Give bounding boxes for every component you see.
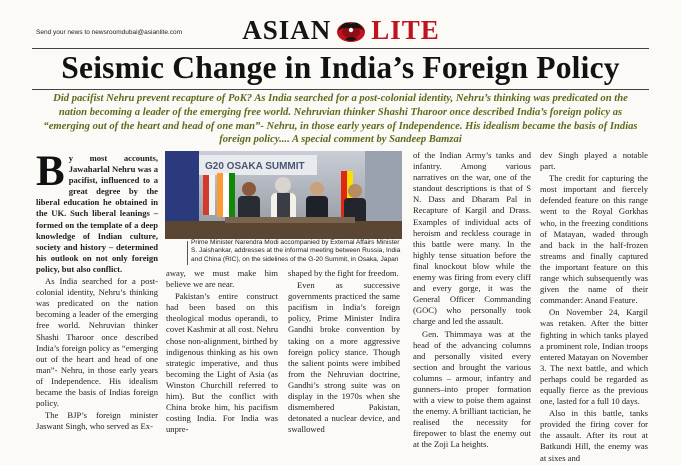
- peacock-emblem-icon: [334, 15, 368, 45]
- body-paragraph: As India searched for a post-colonial identity, Nehru’s thinking was predicated on the nation becoming a leader of the emerging free world. Nehruvian thinker Shashi Tharoor once described India’s foreign policy as “emerging out of the heart and head of one man”- Nehru, in those early years of Independence. His idealism became the basis of Indias foreign policy.: [36, 276, 158, 409]
- article-deck: Did pacifist Nehru prevent recapture of PoK? As India searched for a post-colonial identity, Nehru’s thinking was predicated on the nation becoming a leader of the emerging free world. Nehruvian thinker Shashi Tharoor once described India’s foreign policy as “emerging out of the heart and head of one man”- Nehru, in those early years of Independence. His idealism became the basis of Indias foreign policy.... A special comment by Sandeep Bamzai: [43, 93, 638, 146]
- lead-text: y most accounts, Jawaharlal Nehru was a pacifist, influenced to a great degree by the liberal education he obtained in the UK. Such liberal leanings – formed on the template of a deep knowledge of Indian culture, society and history – determined his outlook on not only foreign policy, but also conflict.: [36, 153, 158, 274]
- photo-caption: Prime Minister Narendra Modi accompanied by External Affairs Minister S. Jaishankar, addresses at the informal meeting between Russia, India and China (RIC), on the sidelines of the G-20 Summit, in Osaka, Japan: [191, 239, 401, 263]
- article-column-5: [540, 150, 648, 465]
- article-column-4: [413, 150, 531, 452]
- body-paragraph: On November 24, Kargil was retaken. After the bitter fighting in which tanks played a prominent role, Indian troops entered Matayan on November 3. The next battle, and which perhaps could be regarded as equally fierce as the previous one, lasted for a full 10 days.: [540, 307, 648, 407]
- newsroom-contact-line: Send your news to newsroomdubai@asianlite.com: [36, 29, 183, 36]
- body-paragraph: Even as successive governments practiced the same pacifism in India’s foreign policy, Prime Minister Indira Gandhi broke convention by taking on a more aggressive foreign policy stance. Though the salient points were imbibed from the Nehruvian doctrine, Gandhi’s strong suite was on display in the 1970s when she dismembered Pakistan, detonated a nuclear device, and swallowed: [288, 280, 400, 435]
- body-paragraph: Gen. Thimmaya was at the head of the advancing columns and personally visited every section and brought the various columns – armour, infantry and gunners–into proper formation with a view to poise them against the enemy. A brilliant tactician, he realised the necessity for firepower to blast the enemy out at the Zoji La heights.: [413, 328, 531, 450]
- body-paragraph: dev Singh played a notable part.: [540, 150, 648, 172]
- summit-banner-text: G20 OSAKA SUMMIT: [205, 161, 305, 172]
- caption-rule: [187, 241, 188, 265]
- masthead-rule: [32, 48, 649, 49]
- lead-paragraph: [36, 148, 158, 275]
- masthead-word-lite: LITE: [371, 14, 440, 45]
- article-headline: Seismic Change in India’s Foreign Policy: [61, 50, 620, 85]
- body-paragraph: of the Indian Army’s tanks and infantry. Among various narratives on the war, one of the standout descriptions is that of S N. Dass and Dharam Pal in Recapture of Kargil and Drass. Examples of individual acts of heroism and reckless courage in this battle were many. In the highly tense situation before the final knockout blow while the enemy was firing from every cliff and every gorge, it was the General Officer Commanding (GOC) who personally took charge and led the assault.: [413, 150, 531, 327]
- article-photo: [165, 151, 402, 239]
- body-paragraph: Pakistan’s entire construct had been based on this theological modus operandi, to covet Kashmir at all cost. Nehru chose non-alignment, birthed by indigenous thinking as his own strategic imperative, and thus becoming the Light of Asia (as Winston Churchill referred to him). But the conflict with China broke him, his pacifism costing India. For India was unpre-: [166, 291, 278, 435]
- body-paragraph: Also in this battle, tanks provided the firing cover for the assault. After its rout at Batkundi Hill, the enemy was at sixes and: [540, 408, 648, 463]
- article-column-3: [288, 268, 400, 436]
- body-paragraph: The credit for capturing the most important and fiercely defended feature on this range went to the Royal Gorkhas who, in the freezing conditions of Matayan, waded through and back in the half-frozen streams and finally captured the important feature on this range which subsequently was given the name of their commander: Anand Feature.: [540, 173, 648, 306]
- drop-cap: B: [36, 148, 65, 195]
- article-column-2: [166, 268, 278, 436]
- masthead-logo: [228, 12, 454, 48]
- headline-rule: [32, 89, 649, 90]
- masthead-word-asian: ASIAN: [242, 14, 332, 45]
- summit-photo-illustration: [165, 151, 402, 239]
- body-paragraph: shaped by the fight for freedom.: [288, 268, 399, 278]
- article-column-1: [36, 148, 158, 433]
- body-paragraph: away, we must make him believe we are near.: [166, 268, 278, 290]
- body-paragraph: The BJP’s foreign minister Jaswant Singh, who served as Ex-: [36, 410, 158, 432]
